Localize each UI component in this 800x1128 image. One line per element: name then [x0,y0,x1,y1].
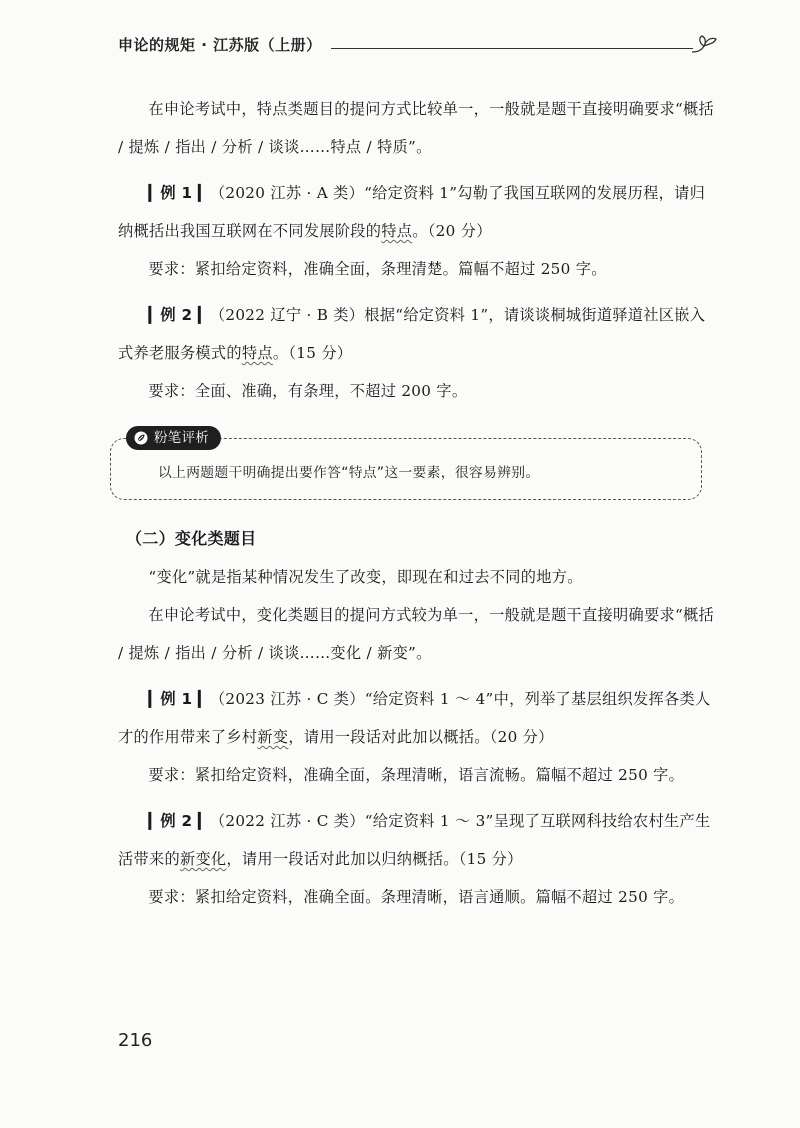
book-title: 申论的规矩 · 江苏版（上册） [118,36,322,54]
example-question [118,802,718,878]
header-rule [331,48,693,49]
example-marker: ▎例 1 ▎ [148,184,210,202]
keyword-highlight: 特点 [381,222,413,240]
example-score: 。（15 分） [272,344,353,362]
example-marker: ▎例 2 ▎ [148,812,210,830]
example-text: （2020 江苏 · A 类）“给定资料 1”勾勒了我国互联网的发展历程，请归纳概括出我国互联网在不同发展阶段的 [118,184,706,240]
keyword-highlight: 特点 [241,344,273,362]
example-marker: ▎例 1 ▎ [148,690,210,708]
intro-paragraph: 在申论考试中，特点类题目的提问方式比较单一，一般就是题干直接明确要求“概括 / 提炼 / 指出 / 分析 / 谈谈……特点 / 特质”。 [118,100,715,156]
section-heading: （二）变化类题目 [126,529,257,548]
leaf-icon [134,431,148,445]
keyword-highlight: 新变化 [179,850,227,868]
analysis-box [110,424,708,502]
example-score: ，请用一段话对此加以概括。（20 分） [288,728,554,746]
example-text: （2022 辽宁 · B 类）根据“给定资料 1”，请谈谈桐城街道驿道社区嵌入式养老服务模式的 [118,306,706,362]
page-number: 216 [118,1030,153,1051]
example-marker: ▎例 2 ▎ [148,306,210,324]
sprout-icon [690,34,718,54]
analysis-text: 以上两题题干明确提出要作答“特点”这一要素，很容易辨别。 [158,465,540,481]
example-question [118,296,718,372]
example-text: （2023 江苏 · C 类）“给定资料 1 ～ 4”中，列举了基层组织发挥各类人才的作用带来了乡村 [118,690,711,746]
keyword-highlight: 新变 [257,728,289,746]
example-question [118,680,718,756]
example-score: ，请用一段话对此加以归纳概括。（15 分） [226,850,523,868]
example-requirement: 要求：全面、准确，有条理，不超过 200 字。 [148,382,468,400]
example-text: （2022 江苏 · C 类）“给定资料 1 ～ 3”呈现了互联网科技给农村生产生活带来的 [118,812,711,868]
change-definition: “变化”就是指某种情况发生了改变，即现在和过去不同的地方。 [148,568,583,586]
example-score: 。（20 分） [412,222,492,240]
example-requirement: 要求：紧扣给定资料，准确全面，条理清晰，语言流畅。篇幅不超过 250 字。 [148,766,685,784]
running-header [118,34,718,58]
analysis-tag [126,426,221,450]
example-requirement: 要求：紧扣给定资料，准确全面，条理清楚。篇幅不超过 250 字。 [148,260,607,278]
analysis-tag-label: 粉笔评析 [154,430,210,446]
page-body [118,90,718,916]
example-requirement: 要求：紧扣给定资料，准确全面。条理清晰，语言通顺。篇幅不超过 250 字。 [148,888,685,906]
change-intro: 在申论考试中，变化类题目的提问方式较为单一，一般就是题干直接明确要求“概括 / 提炼 / 指出 / 分析 / 谈谈……变化 / 新变”。 [118,606,715,662]
example-question [118,174,718,250]
